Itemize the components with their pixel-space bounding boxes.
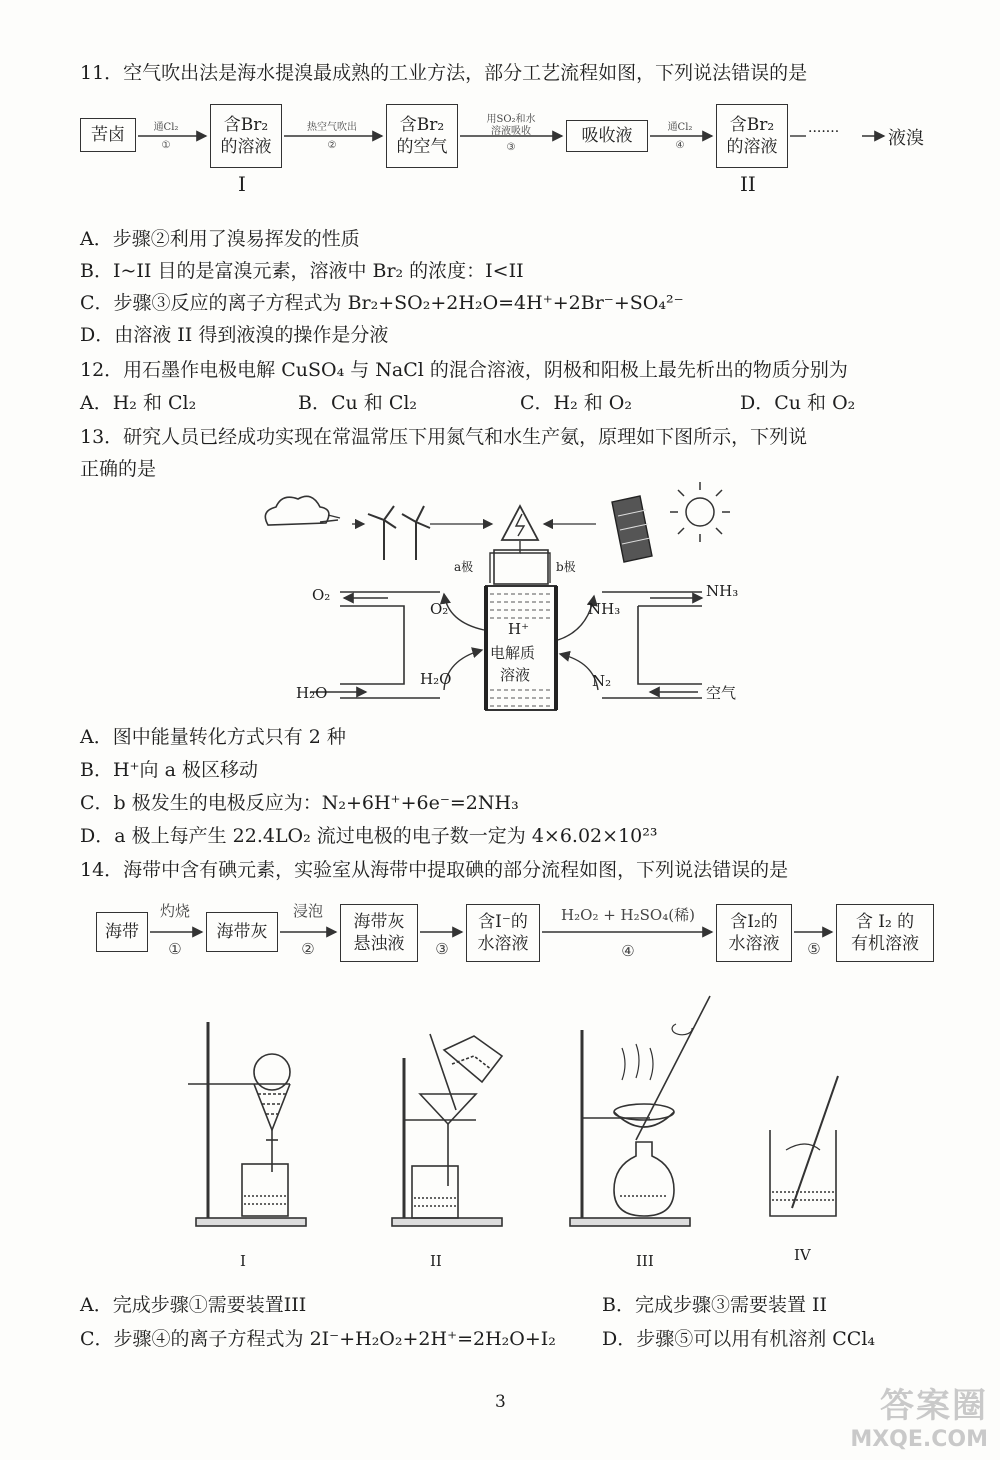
q13-stem-1: 13．研究人员已经成功实现在常温常压下用氮气和水生产氨，原理如下图所示，下列说 (80, 426, 808, 448)
q14-box-5: 含I₂的 水溶液 (716, 904, 792, 962)
h2o-in-label: H₂O (296, 684, 328, 702)
apparatus-label-ii: II (430, 1252, 442, 1270)
flow-box-4-tag: II (740, 172, 756, 196)
q14-step2-no: ② (301, 940, 315, 958)
air-label: 空气 (706, 684, 737, 702)
flow-box-1-tag: I (238, 172, 246, 196)
apparatus-label-iii: III (636, 1252, 654, 1270)
q14-step1-label: 灼烧 (159, 902, 190, 920)
o2-out-label: O₂ (312, 586, 331, 604)
apparatus-iii-evaporation (570, 996, 710, 1226)
q14-step3-no: ③ (435, 940, 449, 958)
nh3-in-label: NH₃ (588, 600, 621, 618)
q14-box-1: 海带 (96, 912, 148, 952)
h2o-left-label: H₂O (420, 670, 452, 688)
flow-step1-label: 通Cl₂ (153, 122, 179, 133)
q14-box-3: 海带灰 悬浊液 (340, 904, 418, 962)
flow-box-start: 苦卤 (80, 118, 136, 152)
electrolyte-label-1: 电解质 (490, 644, 536, 662)
flow-step3-no: ③ (506, 142, 516, 153)
flow-step2-label: 热空气吹出 (307, 122, 357, 133)
q14-step4-label: H₂O₂ + H₂SO₄(稀) (561, 906, 695, 924)
flow-step3-label-a: 用SO₂和水 (486, 114, 536, 125)
q11-option-d: D．由溶液 II 得到液溴的操作是分液 (80, 324, 389, 346)
q14-step2-label: 浸泡 (292, 902, 323, 920)
q14-option-c: C．步骤④的离子方程式为 2I⁻+H₂O₂+2H⁺=2H₂O+I₂ (80, 1328, 556, 1350)
q14-option-b: B．完成步骤③需要装置 II (602, 1294, 828, 1316)
q13-option-b: B．H⁺向 a 极区移动 (80, 759, 258, 781)
q14-option-d: D．步骤⑤可以用有机溶剂 CCl₄ (602, 1328, 876, 1350)
apparatus-ii-filtration (392, 1034, 502, 1226)
b-pole-label: b极 (556, 560, 576, 574)
q14-box-6: 含 I₂ 的 有机溶液 (836, 904, 934, 962)
watermark-brand: 答案圈 (880, 1386, 988, 1426)
q14-stem: 14．海带中含有碘元素，实验室从海带中提取碘的部分流程如图，下列说法错误的是 (80, 859, 789, 881)
h-plus-label: H⁺ (508, 620, 529, 638)
q13-stem-2: 正确的是 (80, 458, 157, 480)
q11-option-c: C．步骤③反应的离子方程式为 Br₂+SO₂+2H₂O=4H⁺+2Br⁻+SO₄²⁻ (80, 292, 684, 314)
apparatus-iv-beaker (770, 1076, 838, 1216)
q11-option-b: B．I~II 目的是富溴元素，溶液中 Br₂ 的浓度：I<II (80, 260, 524, 282)
page-number: 3 (495, 1392, 506, 1412)
q13-option-a: A．图中能量转化方式只有 2 种 (80, 726, 346, 748)
q12-option-d: D．Cu 和 O₂ (740, 392, 856, 414)
flow-step4-label: 通Cl₂ (667, 122, 693, 133)
q11-stem: 11．空气吹出法是海水提溴最成熟的工业方法，部分工艺流程如图，下列说法错误的是 (80, 62, 808, 84)
watermark-url: MXQE.COM (850, 1427, 988, 1452)
watermark (850, 1378, 988, 1452)
q12-option-a: A．H₂ 和 Cl₂ (80, 392, 197, 414)
flow-step2-no: ② (327, 140, 337, 151)
apparatus-label-i: I (240, 1252, 246, 1270)
flow-dots: ······· (808, 124, 840, 140)
a-pole-label: a极 (454, 560, 474, 574)
flow-box-2: 含Br₂ 的空气 (386, 104, 458, 168)
q14-step1-no: ① (168, 940, 182, 958)
q14-option-a: A．完成步骤①需要装置III (80, 1294, 307, 1316)
flow-end: 液溴 (888, 128, 924, 149)
q12-option-b: B．Cu 和 Cl₂ (298, 392, 418, 414)
o2-in-label: O₂ (430, 600, 449, 618)
q11-option-a: A．步骤②利用了溴易挥发的性质 (80, 228, 360, 250)
flow-box-1: 含Br₂ 的溶液 (210, 104, 282, 168)
flow-box-3: 吸收液 (566, 120, 648, 152)
flow-step4-no: ④ (675, 140, 685, 151)
apparatus-label-iv: IV (794, 1246, 811, 1264)
flow-box-4: 含Br₂ 的溶液 (716, 104, 788, 168)
n2-label: N₂ (592, 672, 612, 690)
q14-box-4: 含I⁻的 水溶液 (466, 904, 540, 962)
q13-option-c: C．b 极发生的电极反应为：N₂+6H⁺+6e⁻=2NH₃ (80, 792, 519, 814)
q14-step5-no: ⑤ (807, 940, 821, 958)
q12-stem: 12．用石墨作电极电解 CuSO₄ 与 NaCl 的混合溶液，阴极和阳极上最先析出的物质分别为 (80, 359, 848, 381)
electrolyte-label-2: 溶液 (500, 666, 531, 684)
apparatus-i-separatory-funnel (188, 1022, 306, 1226)
q12-option-c: C．H₂ 和 O₂ (520, 392, 632, 414)
nh3-out-label: NH₃ (706, 582, 739, 600)
q13-option-d: D．a 极上每产生 22.4LO₂ 流过电极的电子数一定为 4×6.02×10²³ (80, 825, 658, 847)
q14-step4-no: ④ (621, 942, 635, 960)
flow-step3-label-b: 溶液吸收 (491, 126, 531, 137)
q14-box-2: 海带灰 (206, 912, 278, 952)
flow-step1-no: ① (161, 140, 171, 151)
